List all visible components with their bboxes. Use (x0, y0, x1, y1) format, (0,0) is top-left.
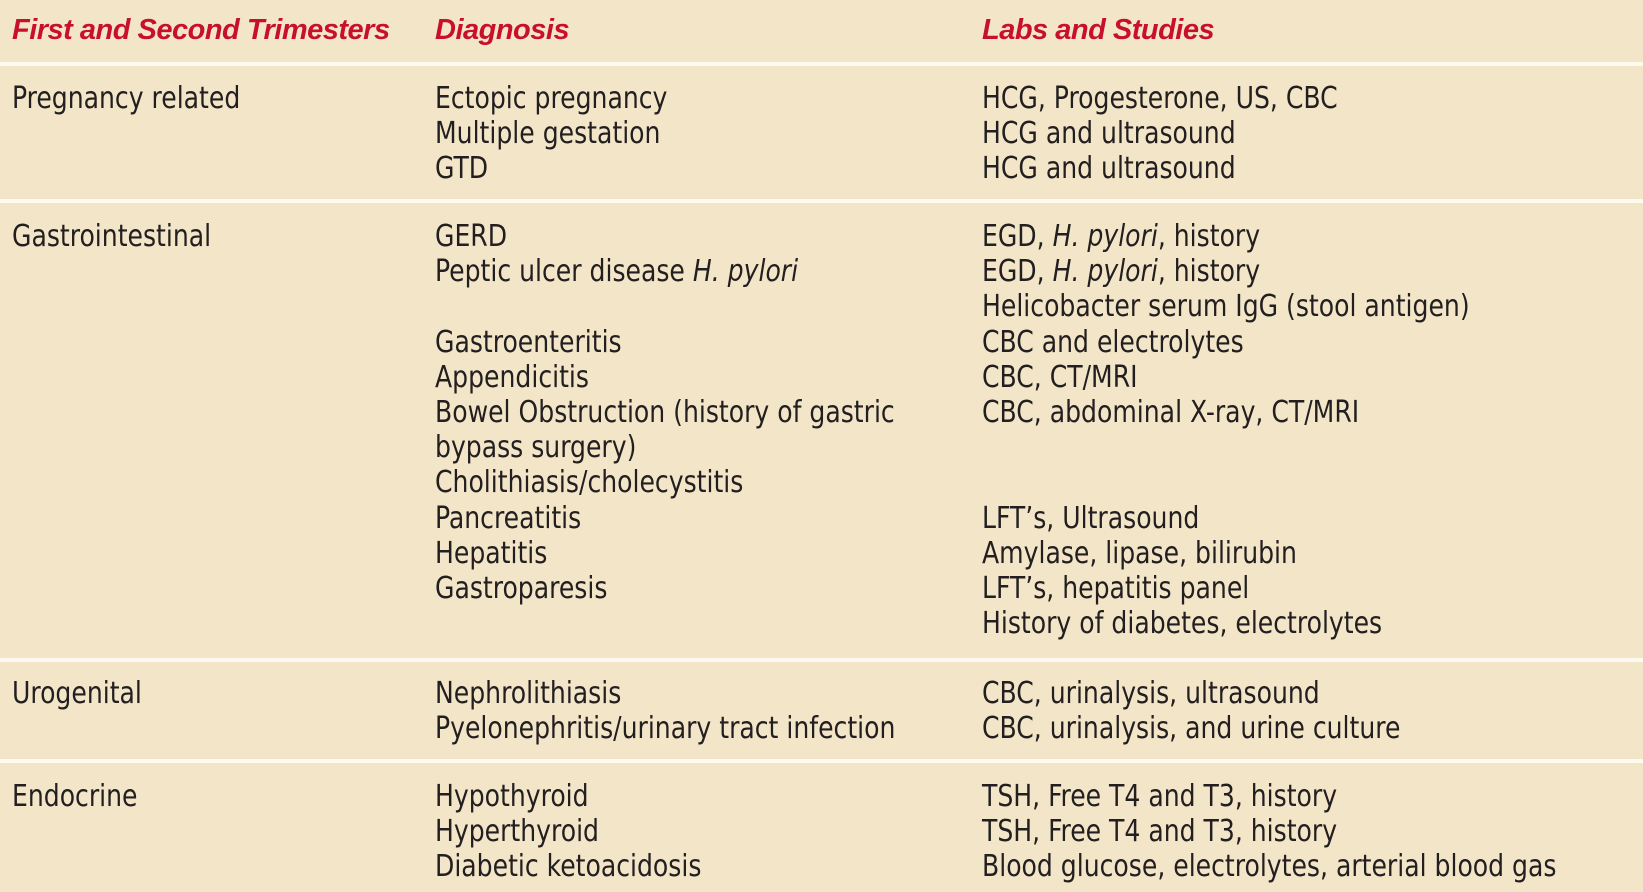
diagnosis-list (435, 779, 721, 885)
species-name: H. pylori (692, 254, 799, 290)
lab-item: CBC, abdominal X-ray, CT/MRI (982, 395, 1360, 431)
lab-item: History of diabetes, electrolytes (982, 606, 1383, 642)
table-row-pregnancy (0, 81, 1643, 199)
diagnosis-item: Bowel Obstruction (history of gastric (435, 395, 895, 431)
row-divider (0, 759, 1643, 763)
diagnosis-item: GTD (435, 151, 489, 187)
lab-item: LFT’s, Ultrasound (982, 500, 1200, 536)
diagnosis-item: Appendicitis (435, 359, 589, 395)
diagnosis-list (435, 81, 685, 187)
table-row-endocrine (0, 779, 1643, 892)
category-label: Urogenital (12, 676, 142, 711)
table-header-row (0, 0, 1643, 64)
header-trimesters: First and Second Trimesters (12, 14, 390, 46)
species-name: H. pylori (1052, 254, 1158, 290)
diagnosis-item: Diabetic ketoacidosis (435, 849, 702, 885)
lab-item: HCG and ultrasound (982, 151, 1236, 187)
lab-item: TSH, Free T4 and T3, history (982, 779, 1338, 814)
lab-item: CBC and electrolytes (982, 324, 1244, 360)
header-labs: Labs and Studies (982, 14, 1215, 46)
labs-list (982, 219, 1506, 641)
lab-item: EGD, H. pylori, history (982, 254, 1261, 290)
diagnosis-item: Hypothyroid (435, 779, 589, 814)
diagnosis-item: Hepatitis (435, 535, 548, 571)
diagnosis-list (435, 676, 930, 746)
lab-item: Helicobacter serum IgG (stool antigen) (982, 289, 1470, 325)
lab-item: LFT’s, hepatitis panel (982, 571, 1250, 607)
labs-list (982, 81, 1364, 187)
table-row-urogenital (0, 676, 1643, 760)
diagnosis-item: Hyperthyroid (435, 814, 599, 850)
diagnosis-item: Multiple gestation (435, 116, 661, 152)
lab-item: TSH, Free T4 and T3, history (982, 814, 1338, 850)
diagnosis-item: Ectopic pregnancy (435, 81, 668, 116)
labs-list (982, 779, 1600, 885)
row-divider (0, 199, 1643, 203)
diagnosis-item: Pyelonephritis/urinary tract infection (435, 711, 896, 747)
species-name: H. pylori (1052, 219, 1158, 254)
lab-item: CBC, CT/MRI (982, 359, 1138, 395)
diagnosis-item: Nephrolithiasis (435, 676, 622, 711)
diagnosis-item: bypass surgery) (435, 430, 637, 466)
lab-item: EGD, H. pylori, history (982, 219, 1261, 254)
header-divider (0, 62, 1643, 66)
diagnosis-item: Gastroenteritis (435, 324, 622, 360)
diagnosis-item: GERD (435, 219, 508, 254)
lab-item: Amylase, lipase, bilirubin (982, 535, 1297, 571)
header-diagnosis: Diagnosis (435, 14, 570, 46)
category-label: Gastrointestinal (12, 219, 212, 254)
row-divider (0, 658, 1643, 662)
lab-item: HCG and ultrasound (982, 116, 1236, 152)
diagnosis-item: Gastroparesis (435, 571, 608, 607)
diagnosis-item: Pancreatitis (435, 500, 582, 536)
lab-item: CBC, urinalysis, ultrasound (982, 676, 1320, 711)
diagnosis-list (435, 219, 929, 606)
labs-list (982, 676, 1432, 746)
diagnosis-item (435, 289, 895, 324)
lab-item: HCG, Progesterone, US, CBC (982, 81, 1338, 116)
category-label: Endocrine (12, 779, 138, 814)
table-row-gastrointestinal (0, 219, 1643, 659)
lab-item: CBC, urinalysis, and urine culture (982, 711, 1401, 747)
lab-item (982, 465, 1470, 500)
lab-item (982, 430, 1470, 465)
diagnosis-item: Peptic ulcer disease H. pylori (435, 254, 799, 290)
diagnosis-item: Cholithiasis/cholecystitis (435, 465, 744, 501)
category-label: Pregnancy related (12, 81, 241, 116)
lab-item: Blood glucose, electrolytes, arterial blood gas (982, 849, 1557, 885)
